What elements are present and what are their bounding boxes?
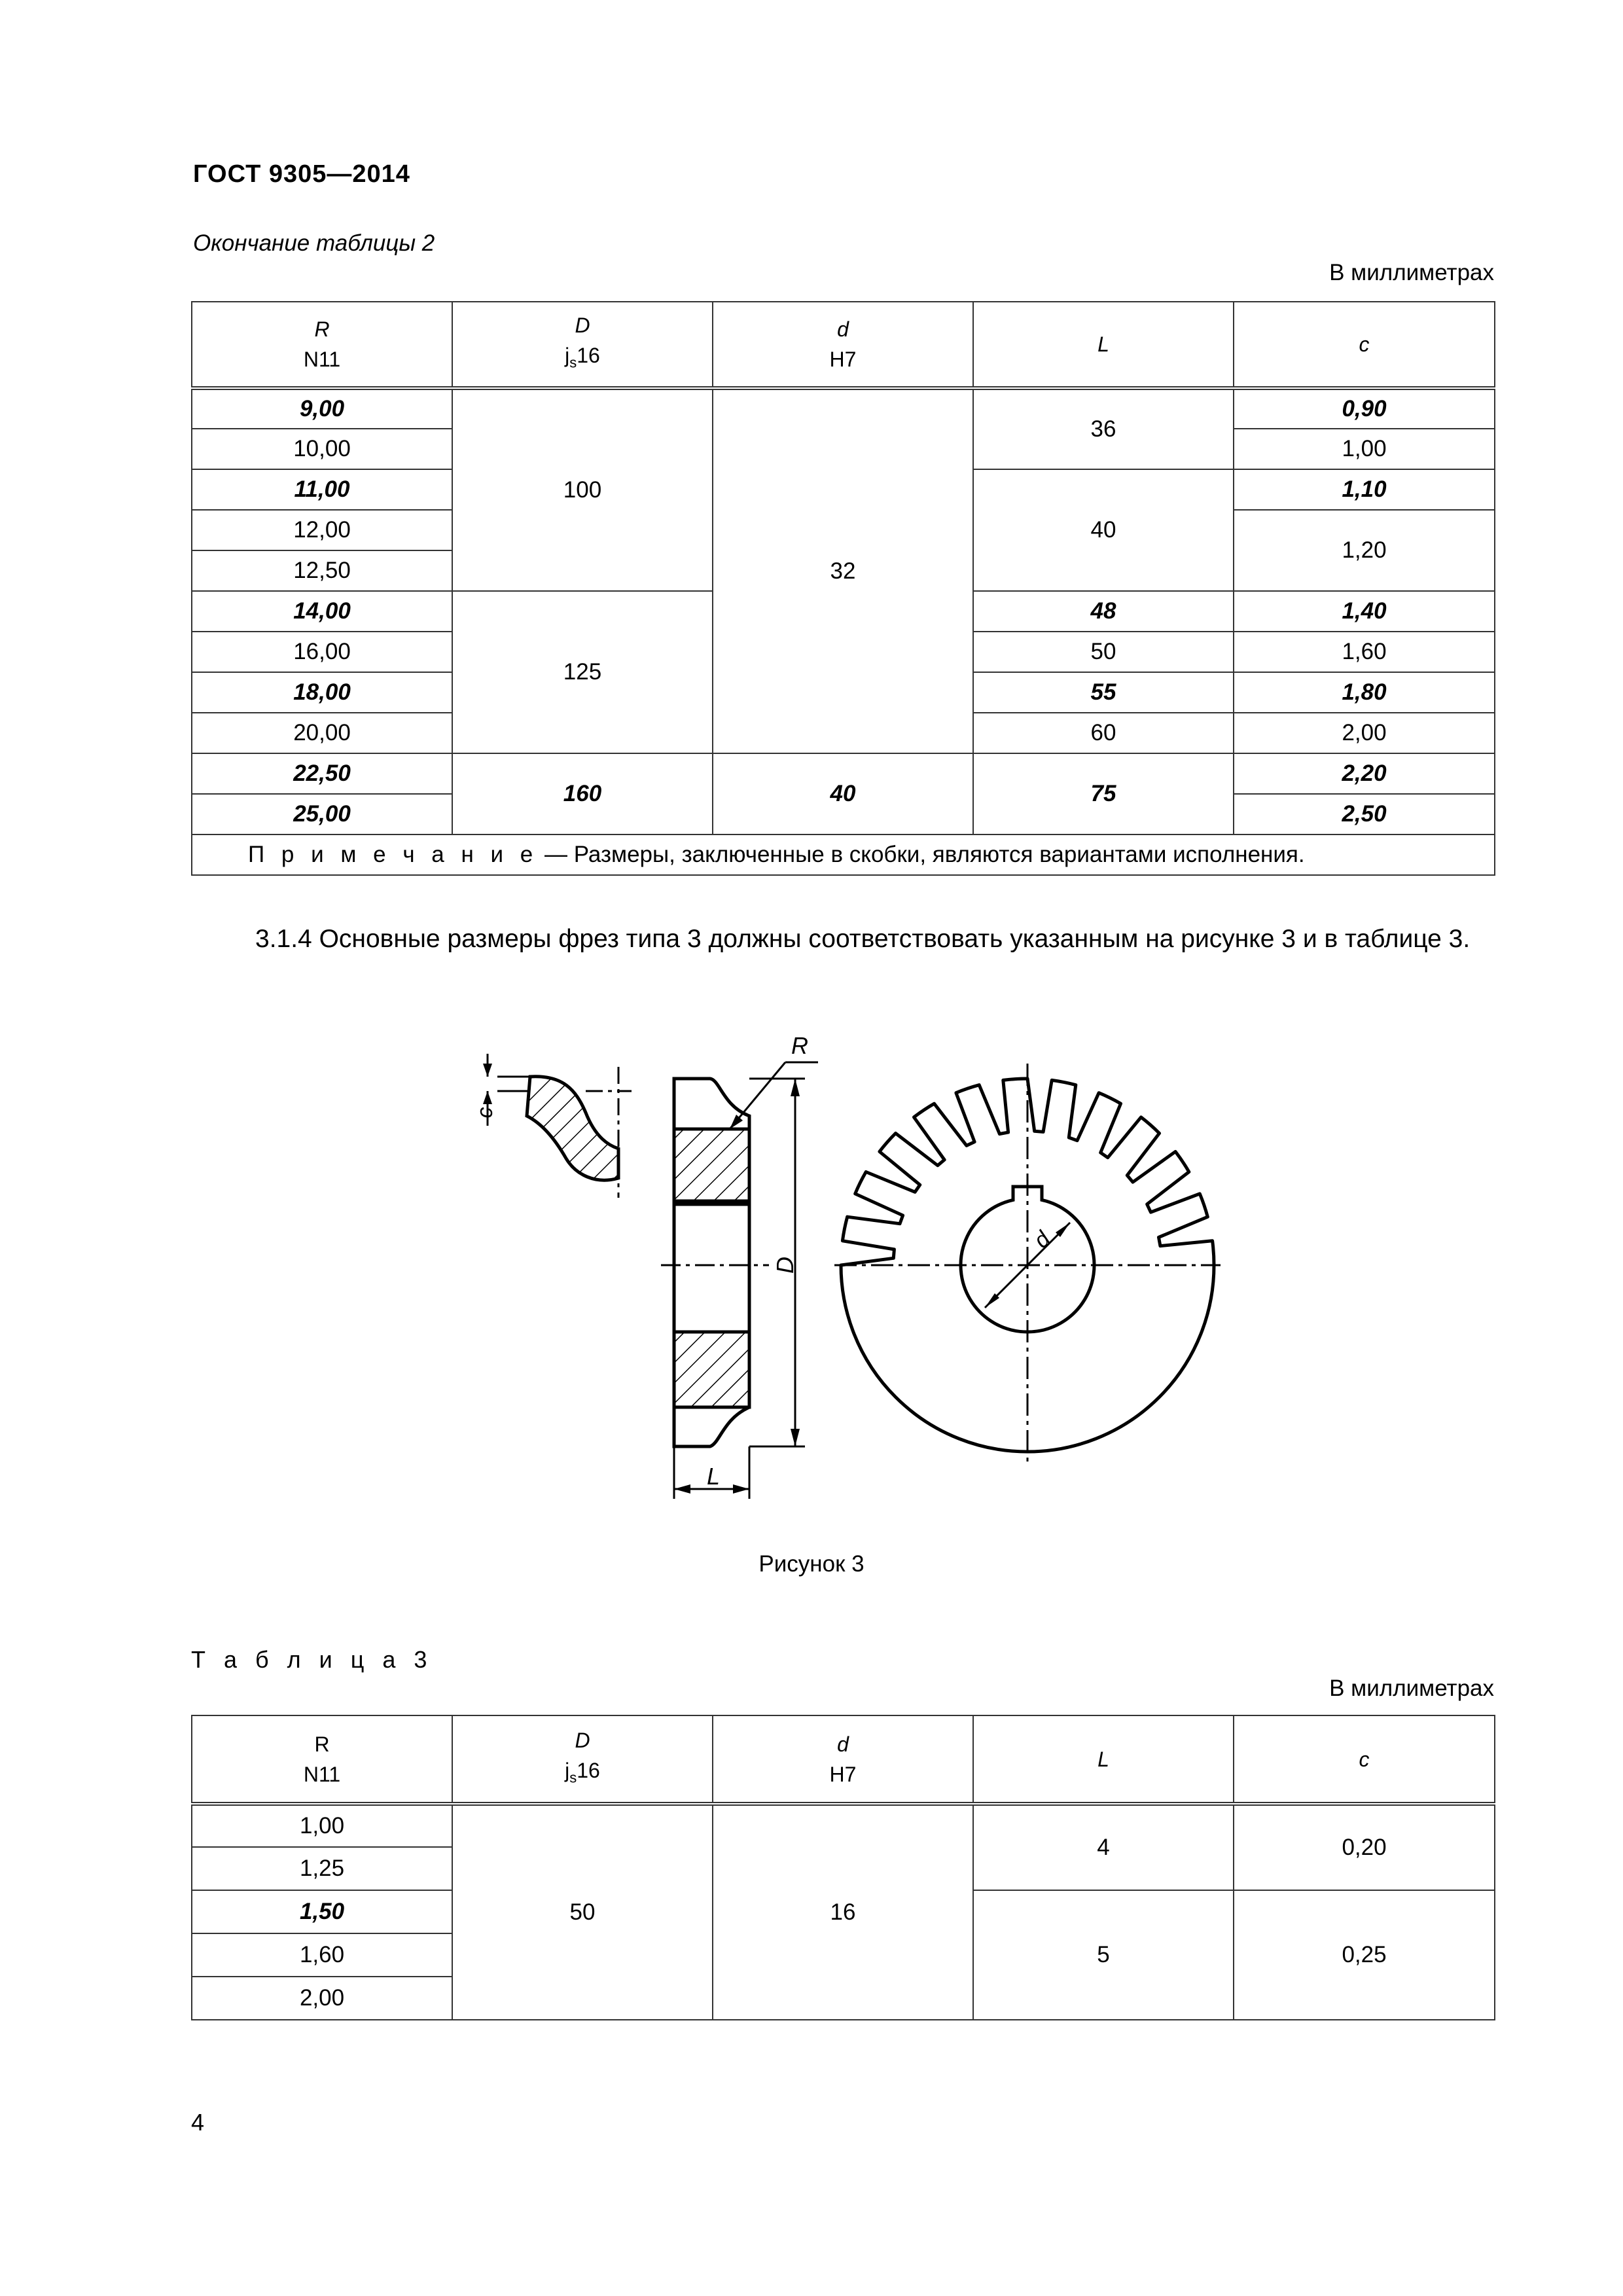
table2-caption: Окончание таблицы 2 — [193, 230, 435, 256]
header-c: c — [1234, 302, 1495, 388]
cell-d: 32 — [713, 388, 973, 753]
table-header-row — [192, 302, 1495, 388]
label-R: R — [791, 1032, 808, 1059]
cell-D: 50 — [452, 1804, 713, 2020]
header-D: D $j_s16$ — [452, 1715, 713, 1804]
label-L: L — [706, 1463, 721, 1490]
header-R: R N11 — [192, 302, 452, 388]
cell-L: 36 — [973, 388, 1234, 469]
header-c: c — [1234, 1715, 1495, 1804]
header-L: L — [973, 1715, 1234, 1804]
table3-units: В миллиметрах — [1329, 1676, 1494, 1701]
page-number: 4 — [191, 2109, 205, 2136]
cell-R: 22,50 — [192, 753, 452, 794]
label-d: d — [1029, 1227, 1056, 1253]
header-d: d H7 — [713, 302, 973, 388]
cell-R: 11,00 — [192, 469, 452, 510]
cell-R: 1,25 — [192, 1847, 452, 1890]
cutter-side-section — [661, 1062, 818, 1499]
cell-c: 1,00 — [1234, 429, 1495, 469]
cell-L: 50 — [973, 632, 1234, 672]
cell-c: 2,00 — [1234, 713, 1495, 753]
cell-c: 2,20 — [1234, 753, 1495, 794]
cell-c: 2,50 — [1234, 794, 1495, 834]
label-D: D — [772, 1257, 798, 1274]
table-3 — [191, 1715, 1495, 2020]
header-L: L — [973, 302, 1234, 388]
header-d: d H7 — [713, 1715, 973, 1804]
cell-R: 20,00 — [192, 713, 452, 753]
cell-R: 18,00 — [192, 672, 452, 713]
cell-L: 48 — [973, 591, 1234, 632]
table-row — [192, 388, 1495, 429]
standard-title: ГОСТ 9305—2014 — [193, 160, 410, 188]
tooth-profile-detail — [483, 1054, 632, 1198]
table-row — [192, 753, 1495, 794]
cell-R: 1,50 — [192, 1890, 452, 1933]
cell-R: 1,60 — [192, 1933, 452, 1977]
figure-3-caption: Рисунок 3 — [758, 1551, 865, 1577]
cell-R: 9,00 — [192, 388, 452, 429]
cell-d: 16 — [713, 1804, 973, 2020]
cell-L: 4 — [973, 1804, 1234, 1890]
cell-L: 75 — [973, 753, 1234, 834]
cell-c: 1,20 — [1234, 510, 1495, 591]
cutter-front-view — [834, 1064, 1221, 1466]
table-row — [192, 1804, 1495, 1847]
table2-units: В миллиметрах — [1329, 260, 1494, 285]
paragraph-3-1-4: 3.1.4 Основные размеры фрез типа 3 должны соответствовать указанным на рисунке 3 и в таблице 3. — [255, 925, 1471, 953]
cell-c: 1,10 — [1234, 469, 1495, 510]
cell-R: 1,00 — [192, 1804, 452, 1847]
table-note-row — [192, 834, 1495, 875]
cell-R: 14,00 — [192, 591, 452, 632]
header-D: D $j_s16$ — [452, 302, 713, 388]
figure-3-drawing — [0, 1021, 1623, 1518]
cell-c: 0,25 — [1234, 1890, 1495, 2020]
cell-R: 2,00 — [192, 1977, 452, 2020]
cell-D: 100 — [452, 388, 713, 591]
header-R: R N11 — [192, 1715, 452, 1804]
cell-c: 1,80 — [1234, 672, 1495, 713]
cell-c: 0,20 — [1234, 1804, 1495, 1890]
label-c: c — [473, 1107, 497, 1119]
cell-R: 12,50 — [192, 550, 452, 591]
cell-R: 10,00 — [192, 429, 452, 469]
cell-R: 12,00 — [192, 510, 452, 550]
table3-label: Т а б л и ц а 3 — [191, 1646, 433, 1673]
table-2 — [191, 301, 1495, 876]
cell-L: 40 — [973, 469, 1234, 591]
cell-L: 55 — [973, 672, 1234, 713]
cell-R: 25,00 — [192, 794, 452, 834]
table-header-row — [192, 1715, 1495, 1804]
cell-c: 0,90 — [1234, 388, 1495, 429]
table-note: П р и м е ч а н и е — Размеры, заключенные в скобки, являются вариантами исполнения. — [192, 834, 1495, 875]
cell-R: 16,00 — [192, 632, 452, 672]
cell-L: 5 — [973, 1890, 1234, 2020]
cell-L: 60 — [973, 713, 1234, 753]
cell-c: 1,60 — [1234, 632, 1495, 672]
cell-D: 160 — [452, 753, 713, 834]
cell-D: 125 — [452, 591, 713, 753]
cell-c: 1,40 — [1234, 591, 1495, 632]
cell-d: 40 — [713, 753, 973, 834]
